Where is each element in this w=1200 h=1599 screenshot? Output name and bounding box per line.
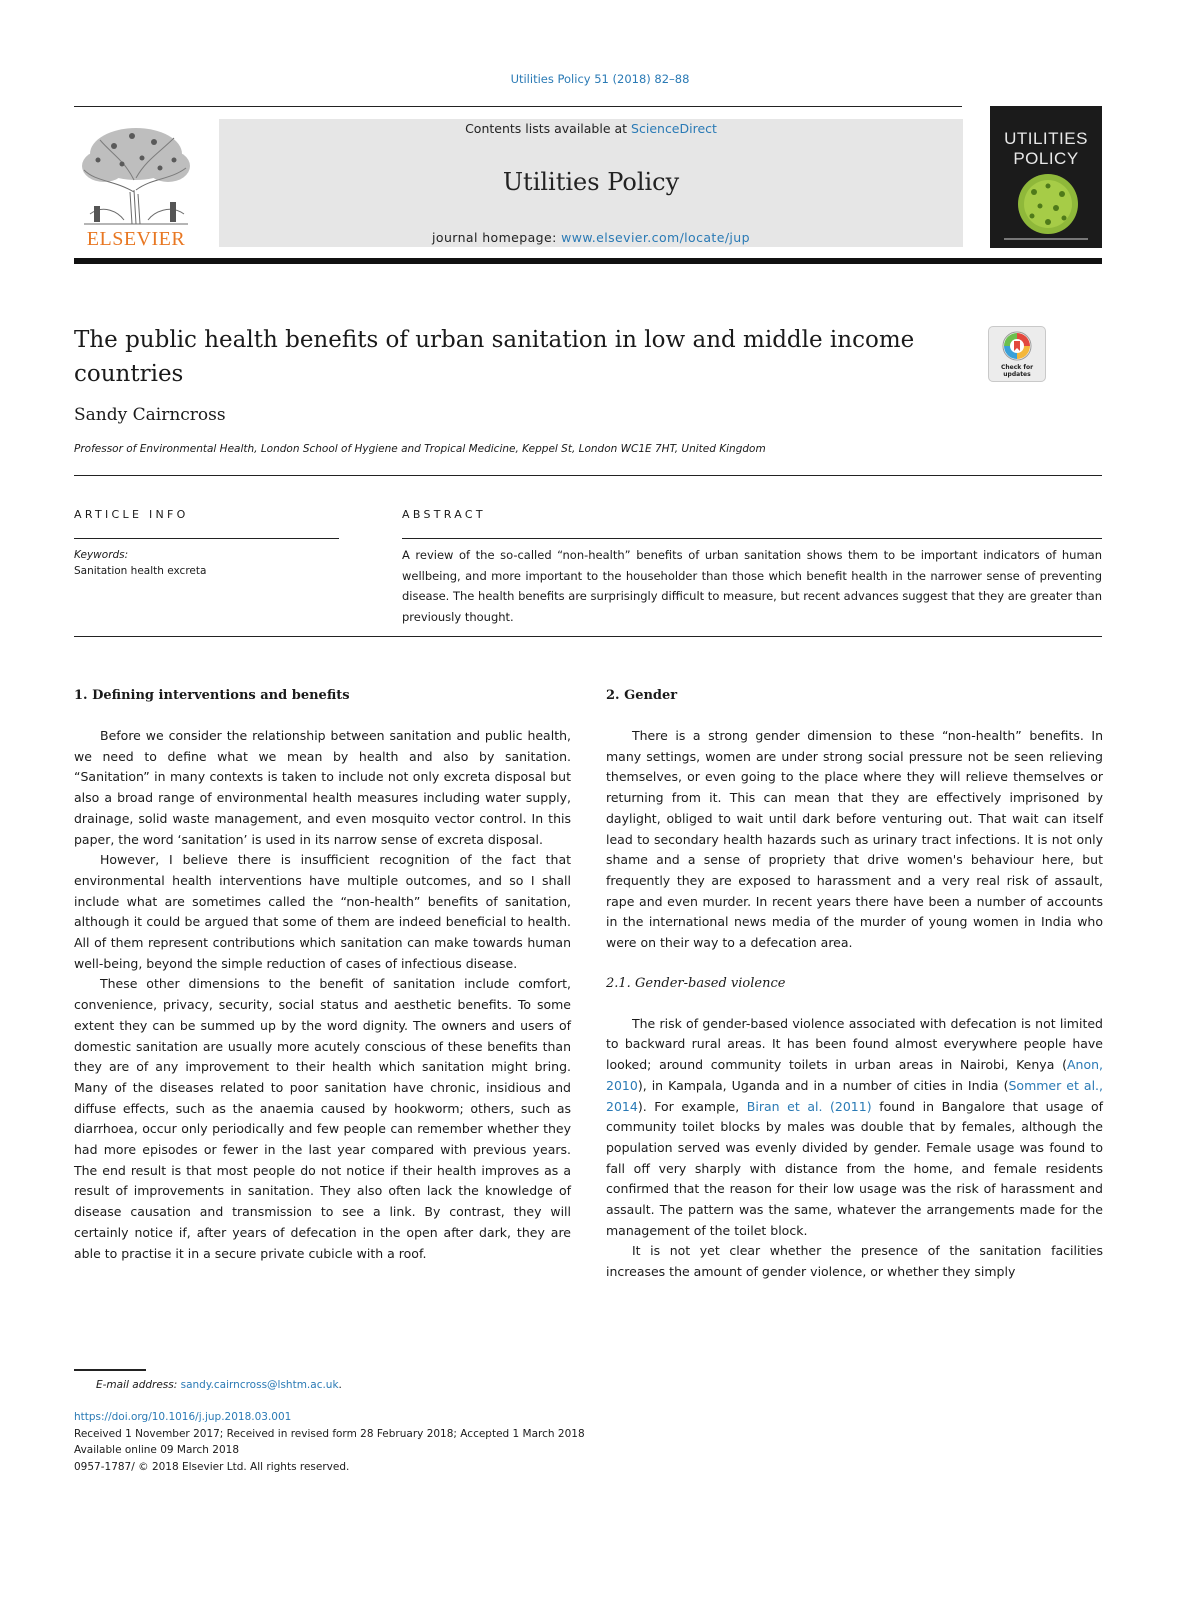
homepage-link[interactable]: www.elsevier.com/locate/jup	[561, 230, 750, 245]
author-name[interactable]: Sandy Cairncross	[74, 405, 226, 425]
citation-sommer-2014[interactable]: Sommer et al., 2014	[606, 1077, 1103, 1114]
email-suffix: .	[338, 1379, 342, 1391]
heading-gap	[74, 706, 571, 726]
citation-anon-2010[interactable]: Anon, 2010	[606, 1057, 1103, 1093]
check-for-updates-badge[interactable]	[988, 326, 1046, 382]
abstract-label: ABSTRACT	[402, 508, 486, 521]
abstract-rule	[402, 538, 1102, 539]
section-1-heading: 1. Defining interventions and benefits	[74, 688, 350, 703]
author-email-link[interactable]: sandy.cairncross@lshtm.ac.uk	[180, 1379, 339, 1391]
section-1-paragraph-3: These other dimensions to the benefit of sanitation include comfort, convenience, privacy, security, social status and aesthetic benefits. To some extent they can be summed up by the word dignity. The owners and users of domestic sanitation are usually more acutely conscious of these benefits than they are of any improvement to their health which sanitation might bring. Many of the diseases related to poor sanitation have chronic, insidious and diffuse effects, such as the anaemia caused by hookworm; others, such as diarrhoea, occur only periodically and few people can remember whether they had more episodes or fewer in the last year compared with previous years. The end result is that most people do not notice if their health improves as a result of improvements in sanitation. They also often lack the knowledge of disease causation and transmission to see a link. By contrast, they will certainly notice if, after years of defecation in the open after dark, they are able to practise it in a secure private cubicle with a roof.	[74, 976, 571, 1261]
cover-artwork	[1004, 172, 1088, 244]
header-bottom-rule	[74, 258, 1102, 264]
cover-title-line2: POLICY	[1013, 149, 1079, 168]
doi-link[interactable]: https://doi.org/10.1016/j.jup.2018.03.001	[74, 1411, 292, 1423]
text-run: found in Bangalore that usage of community toilet blocks by males was double that by females, although the population served was evenly divided by gender. Female usage was found to fall off very sharply with distance from the home, and female residents confirmed that the reason for their low usage was the risk of harassment and assault. The pattern was the same, whatever the arrangements made for the management of the toilet block.	[606, 1098, 1103, 1238]
section-2-1-heading: 2.1. Gender-based violence	[606, 975, 786, 991]
journal-cover[interactable]	[990, 106, 1102, 248]
subheading-gap-before	[606, 954, 1103, 974]
text-run: The risk of gender-based violence associated with defecation is not limited to backward rural areas. It has been found almost everywhere people have looked; around community toilets in urban areas in Nairobi, Kenya (	[606, 1015, 1103, 1073]
email-label: E-mail address:	[96, 1379, 181, 1391]
section-2-1-paragraph-2: It is not yet clear whether the presence of the sanitation facilities increases the amount of gender violence, or whether they simply	[606, 1243, 1103, 1280]
contents-line	[219, 121, 963, 136]
crossmark-label	[989, 364, 1045, 378]
article-title: The public health benefits of urban sanitation in low and middle income countries	[74, 327, 915, 387]
right-column	[606, 686, 1103, 1283]
section-2-1-paragraph-1	[606, 1014, 1103, 1242]
crossmark-label-line1: Check for	[1000, 364, 1034, 371]
copyright-line: 0957-1787/ © 2018 Elsevier Ltd. All rights reserved.	[74, 1461, 350, 1473]
author-affiliation: Professor of Environmental Health, London School of Hygiene and Tropical Medicine, Keppel St, London WC1E 7HT, United Kingdom	[74, 443, 766, 455]
journal-reference[interactable]: Utilities Policy 51 (2018) 82–88	[510, 72, 690, 86]
citation-biran-2011[interactable]: Biran et al. (2011)	[746, 1098, 872, 1114]
crossmark-label-line2: updates	[1003, 371, 1031, 378]
heading-gap	[606, 994, 1103, 1014]
affiliation-rule	[74, 475, 1102, 476]
text-run: ). For example,	[637, 1098, 747, 1114]
section-1-paragraph-2: However, I believe there is insufficient recognition of the fact that environmental health interventions have multiple outcomes, and so I shall include what are sometimes called the “non-health” benefits of sanitation, although it could be argued that some of them are indeed beneficial to health. All of them represent contributions which sanitation can make towards human well-being, beyond the simple reduction of cases of infectious disease.	[74, 852, 571, 971]
journal-title: Utilities Policy	[502, 168, 680, 196]
corresponding-email-footnote	[96, 1379, 342, 1391]
left-column	[74, 686, 571, 1264]
section-1-paragraph-1: Before we consider the relationship between sanitation and public health, we need to define what we mean by health and also by sanitation. “Sanitation” in many contexts is taken to include not only excreta disposal but also a broad range of environmental health measures including water supply, drainage, solid waste management, and even mosquito vector control. In this paper, the word ‘sanitation’ is used in its narrow sense of excreta disposal.	[74, 728, 571, 847]
abstract-bottom-rule	[74, 636, 1102, 637]
keywords-label: Keywords:	[74, 549, 129, 561]
section-2-heading: 2. Gender	[606, 688, 678, 703]
elsevier-wordmark: ELSEVIER	[86, 228, 186, 250]
contents-prefix: Contents lists available at	[465, 121, 632, 136]
cover-title-line1: UTILITIES	[1004, 129, 1088, 148]
header-top-rule	[74, 106, 962, 107]
sciencedirect-link[interactable]: ScienceDirect	[631, 121, 717, 136]
crossmark-icon	[989, 327, 1045, 365]
article-info-label: ARTICLE INFO	[74, 508, 189, 521]
homepage-prefix: journal homepage:	[432, 230, 562, 245]
available-online-date: Available online 09 March 2018	[74, 1444, 239, 1456]
received-dates: Received 1 November 2017; Received in revised form 28 February 2018; Accepted 1 March 2018	[74, 1428, 585, 1440]
abstract-text: A review of the so-called “non-health” benefits of urban sanitation shows them to be important indicators of human wellbeing, and more important to the householder than those which benefit health in the narrower sense of preventing disease. The health benefits are surprisingly difficult to measure, but recent advances suggest that they are greater than previously thought.	[402, 548, 1102, 624]
article-info-rule	[74, 538, 339, 539]
heading-gap	[606, 706, 1103, 726]
keywords-value: Sanitation health excreta	[74, 565, 207, 577]
text-run: ), in Kampala, Uganda and in a number of cities in India (	[637, 1077, 1009, 1093]
section-2-paragraph-1: There is a strong gender dimension to these “non-health” benefits. In many settings, women are under strong social pressure not be seen relieving themselves, or even going to the place where they will relieve themselves or returning from it. This can mean that they are effectively imprisoned by daylight, obliged to wait until dark before venturing out. That wait can itself lead to secondary health hazards such as urinary tract infections. It is not only shame and a sense of propriety that drive women's behaviour here, but frequently they are exposed to harassment and a very real risk of assault, rape and even murder. In recent years there have been a number of accounts in the international news media of the murder of young women in India who were on their way to a defecation area.	[606, 728, 1103, 951]
footnote-rule	[74, 1369, 146, 1371]
homepage-line	[219, 230, 963, 245]
